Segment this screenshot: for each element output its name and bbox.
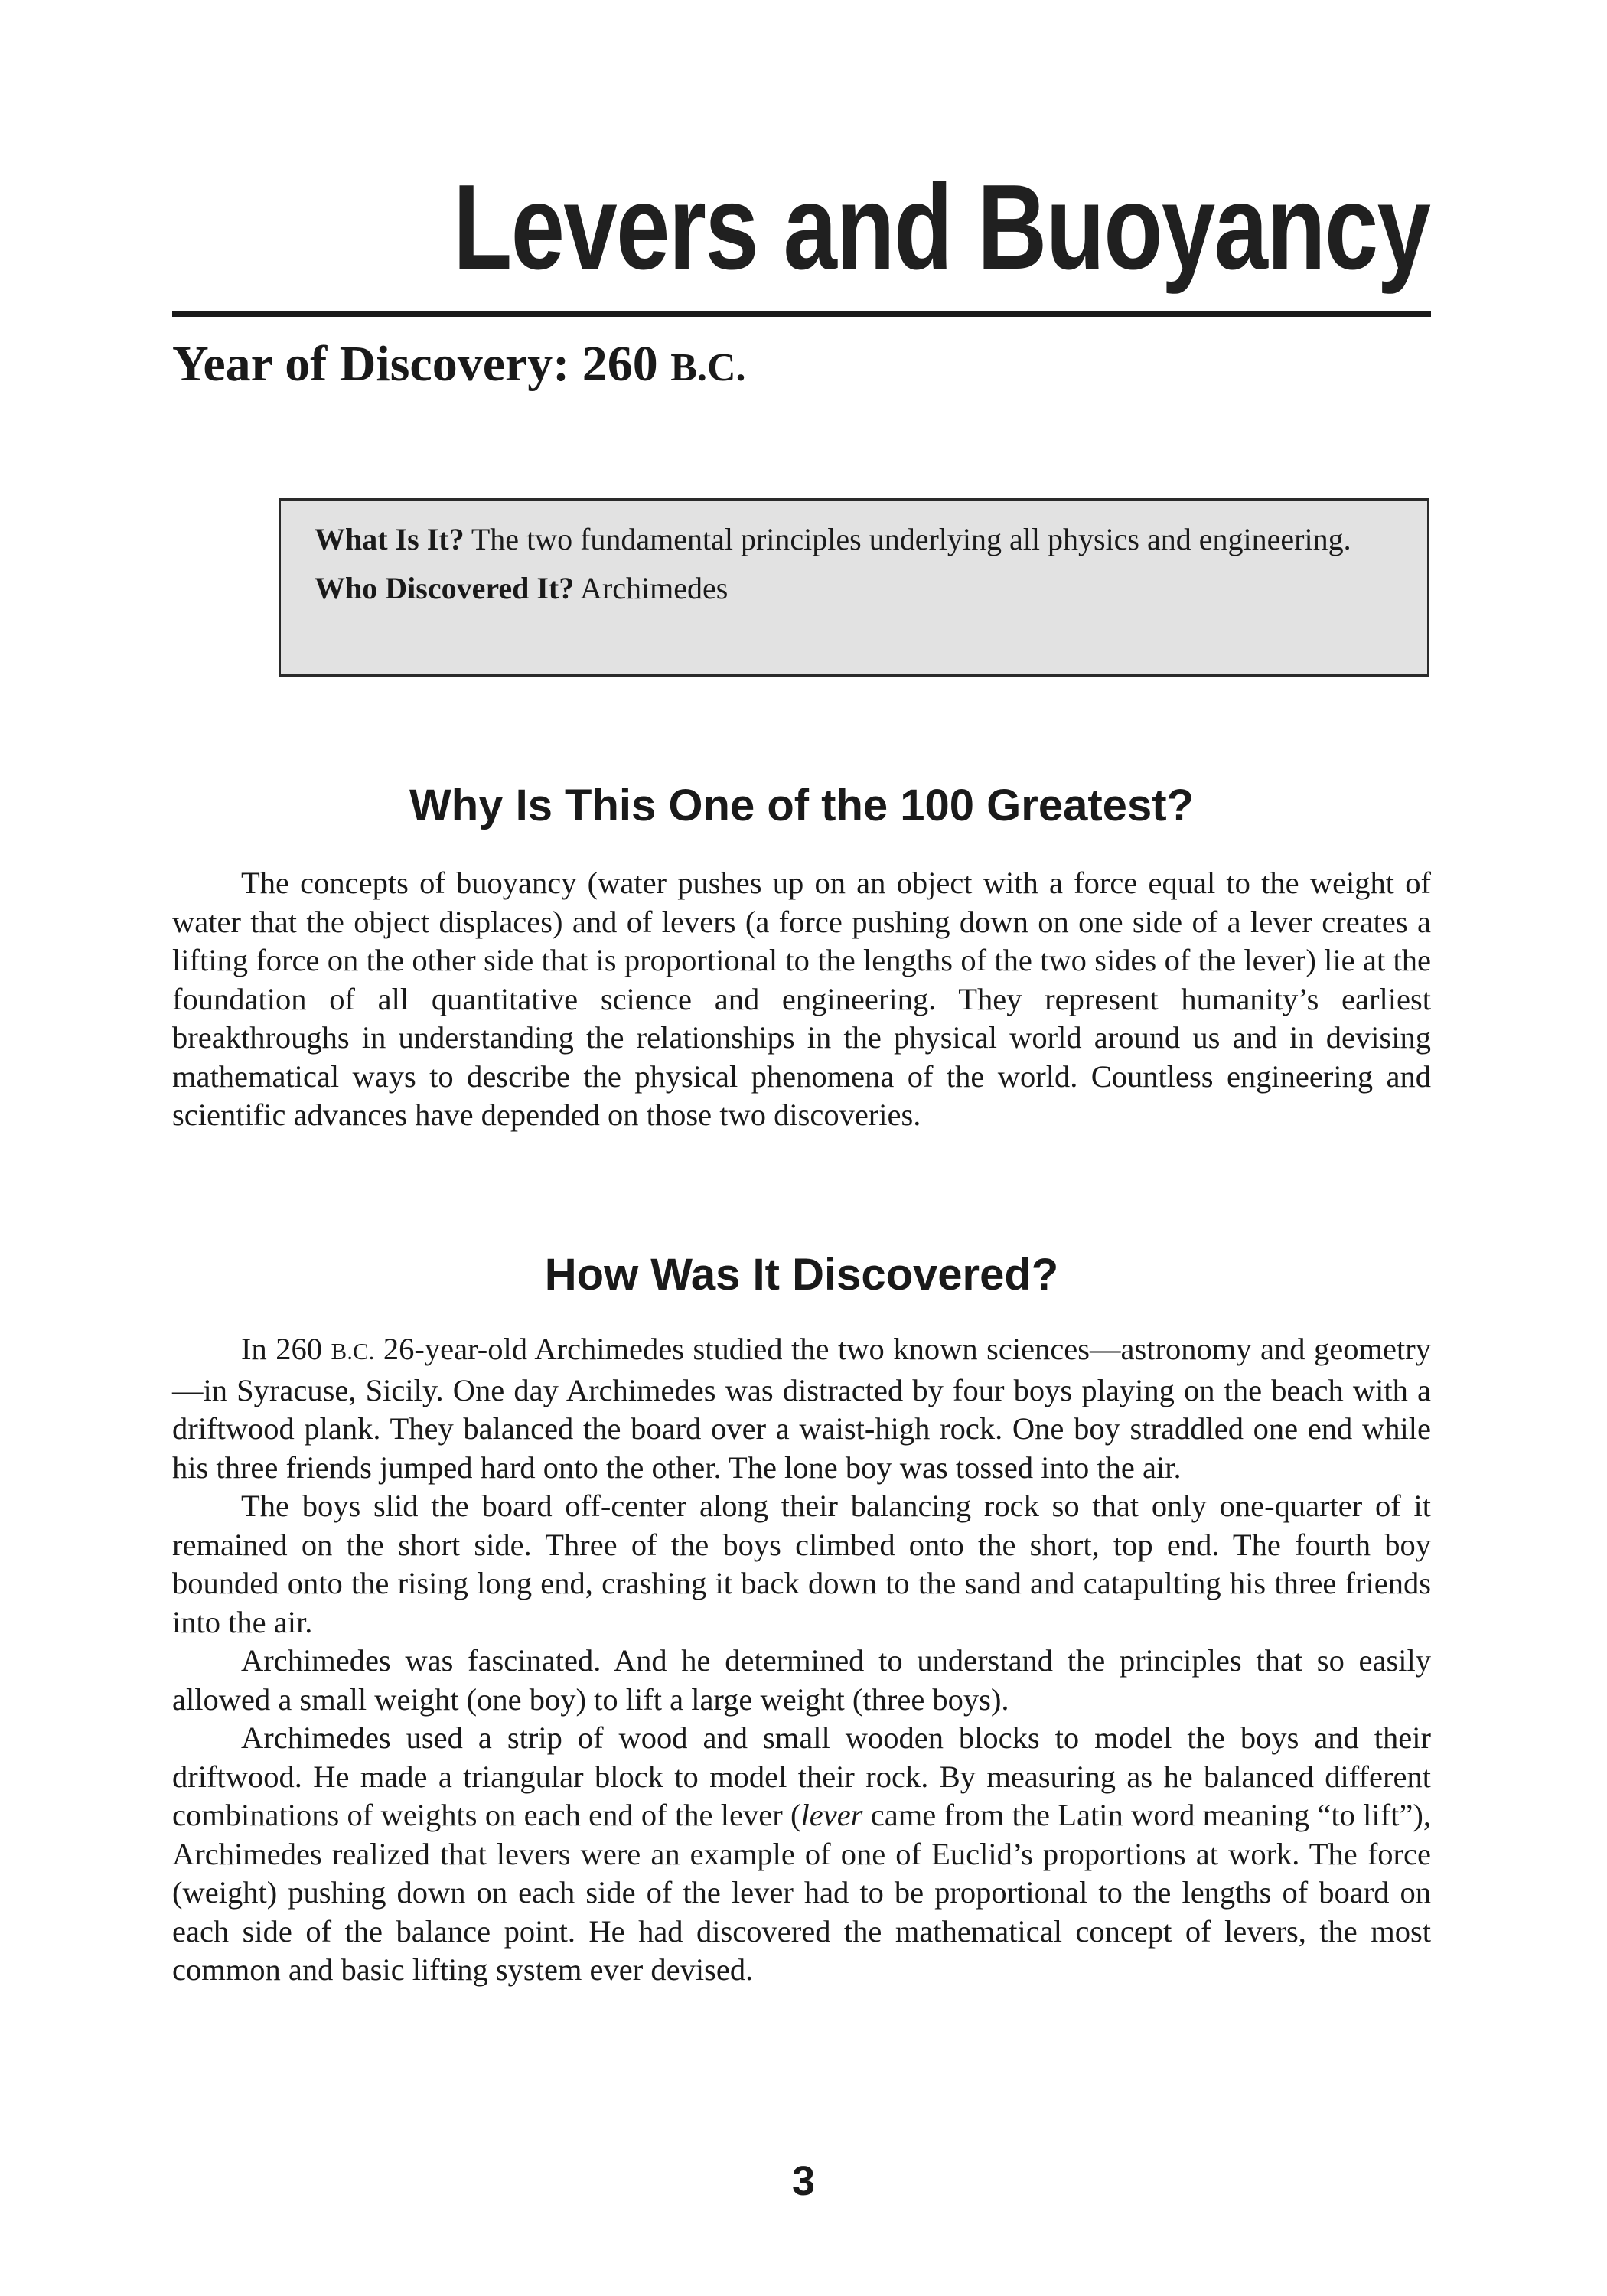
page-number: 3 (791, 2158, 816, 2204)
how-p4-rest: came from the Latin word meaning “to lift”), Archimedes realized that levers were an example of one of Euclid’s proportions at work. The force (weight) pushing down on each side of the lever had to be proportional to the lengths of board on each side of the balance point. He had discovered the mathematical concept of levers, the most common and basic lifting system ever devised. (172, 1798, 1431, 1987)
how-p1-start: In 260 (241, 1332, 323, 1366)
how-p4-start: Archimedes used a strip of wood and small wooden blocks to model the boys and their driftwood. He made a triangular block to model their rock. By measuring as he balanced different combinations of weights on each end of the lever ( (172, 1720, 1431, 1832)
who-discovered-it (315, 569, 1397, 608)
year-of-discovery (172, 334, 746, 394)
what-text: The two fundamental principles underlying all physics and engineering. (471, 522, 1351, 556)
what-label: What Is It? (315, 522, 464, 556)
chapter-title: Levers and Buoyancy (452, 160, 1429, 295)
info-box (279, 498, 1429, 677)
what-is-it (315, 520, 1397, 559)
how-section-body (172, 1330, 1431, 1990)
how-p1-era: B.C. (331, 1338, 375, 1365)
how-paragraph-3: Archimedes was fascinated. And he determined to understand the principles that so easily allowed a small weight (one boy) to lift a large weight (three boys). (172, 1643, 1431, 1717)
how-paragraph-2: The boys slid the board off-center along their balancing rock so that only one-quarter of it remained on the short side. Three of the boys climbed onto the short, top end. The fourth boy bounded onto the rising long end, crashing it back down to the sand and catapulting his three friends into the air. (172, 1489, 1431, 1639)
year-label: Year of Discovery: 260 (172, 336, 658, 392)
year-era: B.C. (670, 346, 746, 390)
how-paragraph-4 (172, 1719, 1431, 1990)
why-section-body (172, 864, 1431, 1135)
who-label: Who Discovered It? (315, 571, 575, 605)
who-text: Archimedes (580, 571, 729, 605)
title-rule (172, 311, 1431, 317)
why-paragraph: The concepts of buoyancy (water pushes up on an object with a force equal to the weight of water that the object displaces) and of levers (a force pushing down on one side of a lever creates a lifting force on the other side that is proportional to the lengths of the two sides of the lever) lie at the foundation of all quantitative science and engineering. They represent humanity’s earliest breakthroughs in understanding the relationships in the physical world around us and in devising mathematical ways to describe the physical phenomena of the world. Countless engineering and scientific advances have depended on those two discoveries. (172, 866, 1431, 1132)
how-p1-rest: 26-year-old Archimedes studied the two known sciences—astronomy and geometry—in Syracuse, Sicily. One day Archimedes was distracted by four boys playing on the beach with a driftwood plank. They balanced the board over a waist-high rock. One boy straddled one end while his three friends jumped hard onto the other. The lone boy was tossed into the air. (172, 1332, 1431, 1485)
how-paragraph-1 (172, 1330, 1431, 1487)
section-heading-why: Why Is This One of the 100 Greatest? (409, 781, 1194, 830)
section-heading-how: How Was It Discovered? (544, 1250, 1059, 1300)
how-p4-italic: lever (800, 1798, 863, 1832)
